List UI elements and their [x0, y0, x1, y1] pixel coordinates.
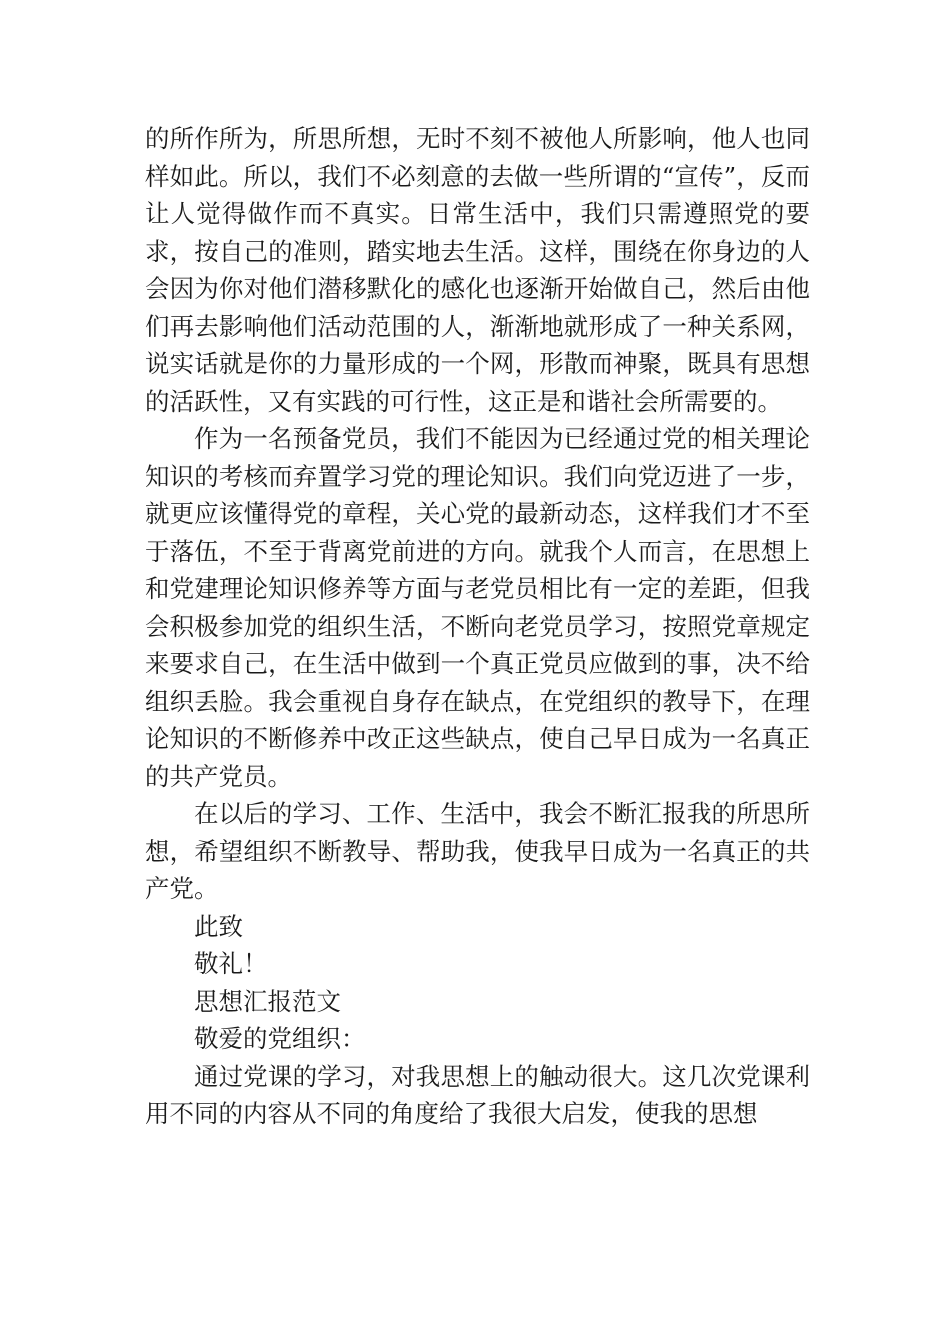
paragraph-party-lecture: 通过党课的学习，对我思想上的触动很大。这几次党课利用不同的内容从不同的角度给了我很大启发，使我的思想: [145, 1061, 810, 1128]
paragraph-future-reporting: 在以后的学习、工作、生活中，我会不断汇报我的所思所想，希望组织不断教导、帮助我，使我早日成为一名真正的共产党。: [145, 799, 810, 903]
paragraph-probationary-member: 作为一名预备党员，我们不能因为已经通过党的相关理论知识的考核而弃置学习党的理论知识。我们向党迈进了一步，就更应该懂得党的章程，关心党的最新动态，这样我们才不至于落伍，不至于背离党前进的方向。就我个人而言，在思想上和党建理论知识修养等方面与老党员相比有一定的差距，但我会积极参加党的组织生活，不断向老党员学习，按照党章规定来要求自己，在生活中做到一个真正党员应做到的事，决不给组织丢脸。我会重视自身存在缺点，在党组织的教导下，在理论知识的不断修养中改正这些缺点，使自己早日成为一名真正的共产党员。: [145, 424, 810, 791]
closing-phrase: 此致: [194, 911, 243, 941]
document-body: [145, 120, 810, 1133]
greeting-line: 敬爱的党组织：: [194, 1024, 366, 1053]
salute-phrase: 敬礼！: [194, 949, 268, 978]
paragraph-continuation: 的所作所为，所思所想，无时不刻不被他人所影响，他人也同样如此。所以，我们不必刻意的去做一些所谓的“宣传”，反而让人觉得做作而不真实。日常生活中，我们只需遵照党的要求，按自己的准则，踏实地去生活。这样，围绕在你身边的人会因为你对他们潜移默化的感化也逐渐开始做自己，然后由他们再去影响他们活动范围的人，渐渐地就形成了一种关系网，说实话就是你的力量形成的一个网，形散而神聚，既具有思想的活跃性，又有实践的可行性，这正是和谐社会所需要的。: [145, 124, 810, 416]
section-title: 思想汇报范文: [194, 986, 341, 1016]
